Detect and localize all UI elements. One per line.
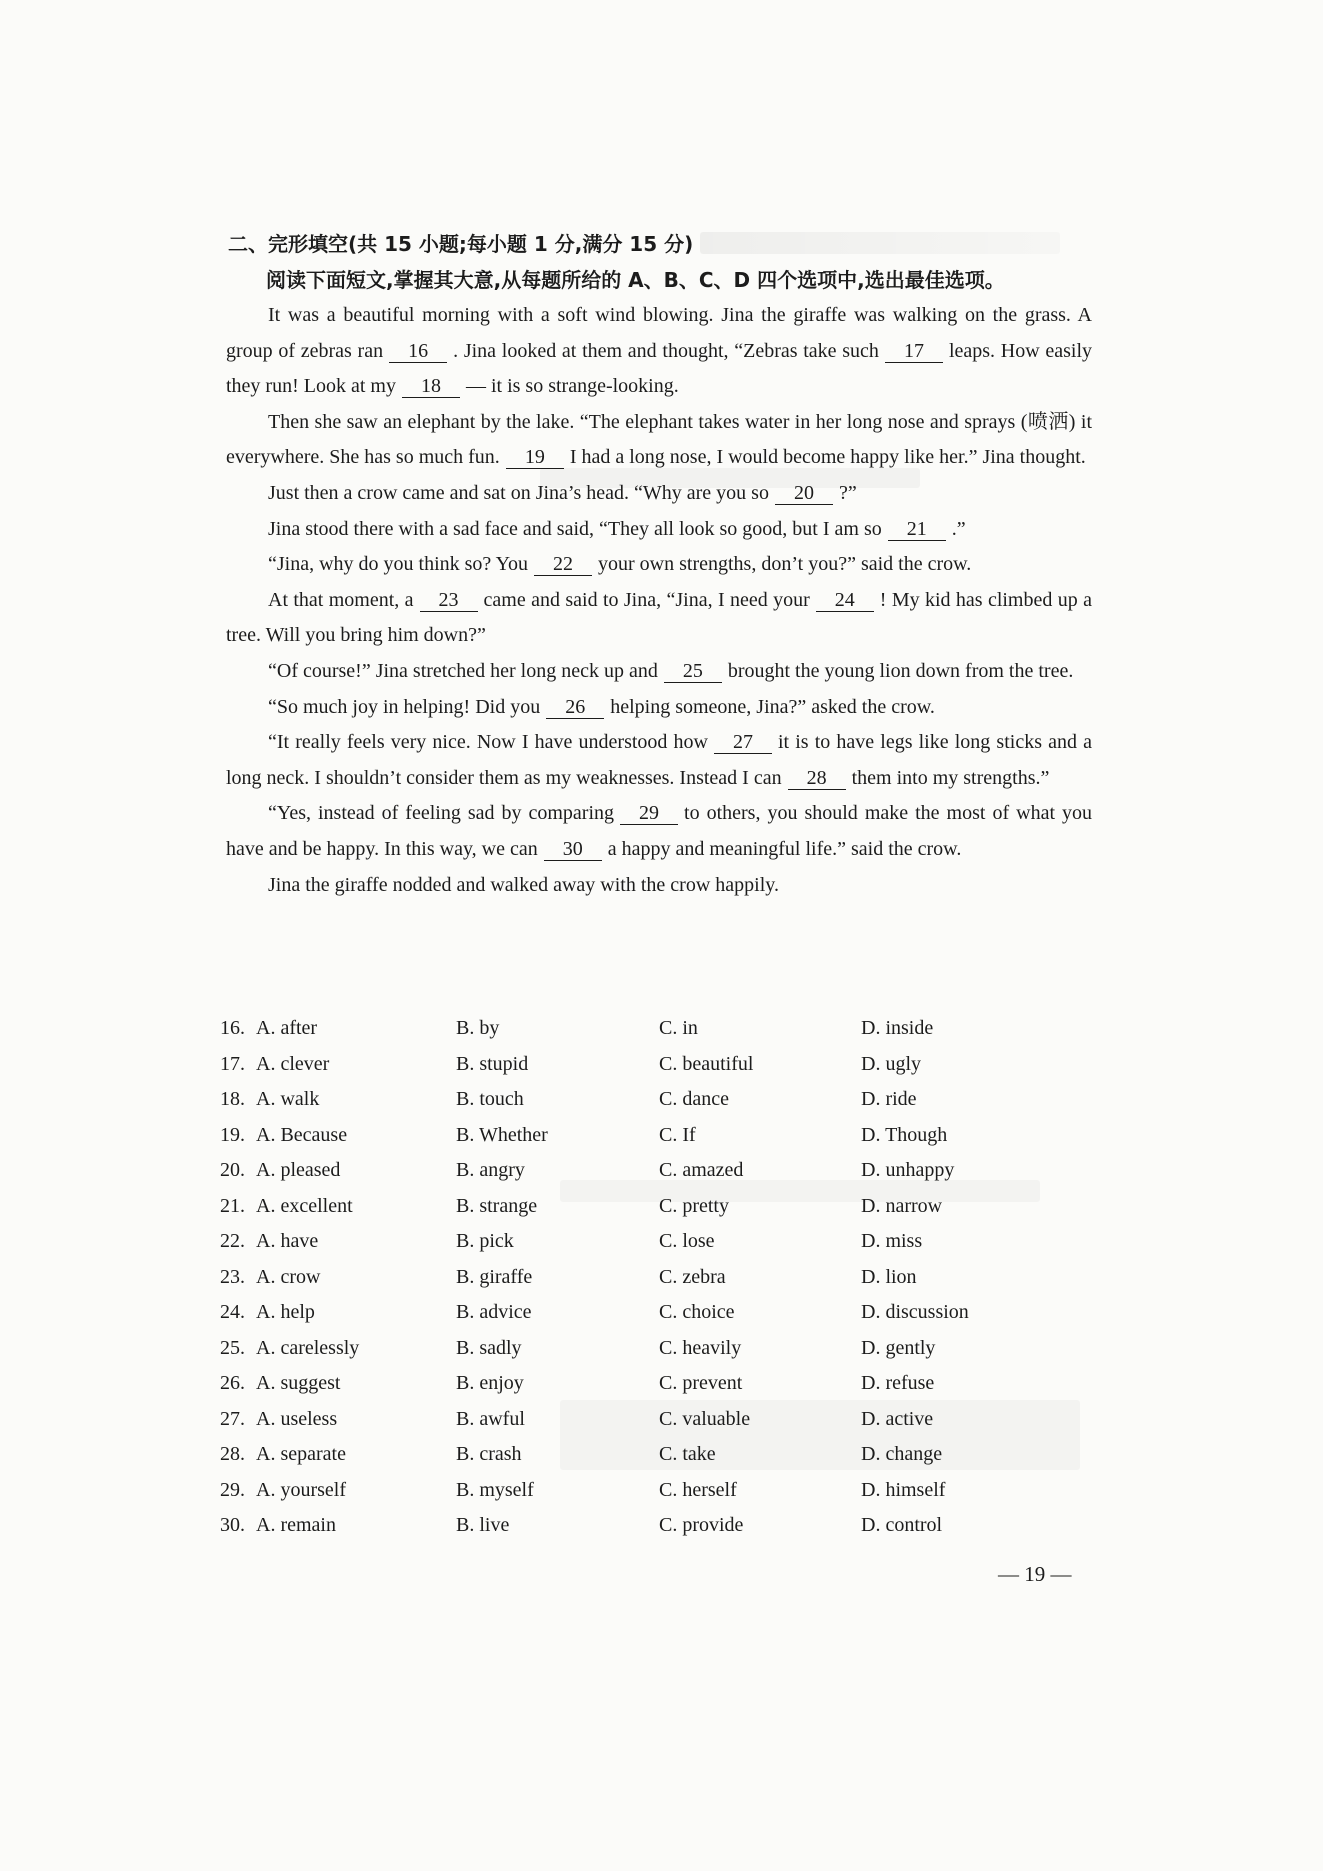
- option-d: D. himself: [861, 1478, 946, 1501]
- option-d: D. ride: [861, 1088, 917, 1110]
- blank-28: 28: [788, 767, 846, 790]
- option-b: B. awful: [456, 1407, 525, 1430]
- question-number: 29.: [220, 1478, 245, 1501]
- option-d: D. Though: [861, 1123, 948, 1146]
- option-c: C. heavily: [659, 1336, 742, 1359]
- blank-26: 26: [546, 696, 604, 719]
- passage-paragraph: It was a beautiful morning with a soft wind blowing. Jina the giraffe was walking on the grass. A group of zebras ran 16 . Jina looked at them and thought, “Zebras take such 17 leaps. How easily they run! Look at my 18 — it is so strange-looking.: [226, 304, 1093, 398]
- passage-paragraph: Just then a crow came and sat on Jina’s head. “Why are you so 20 ?”: [268, 481, 857, 504]
- option-b: B. giraffe: [456, 1265, 533, 1288]
- blank-17: 17: [885, 340, 943, 363]
- option-b: B. pick: [456, 1230, 514, 1252]
- option-b: B. by: [456, 1017, 500, 1039]
- option-row: [220, 1118, 1100, 1154]
- option-c: C. pretty: [659, 1194, 729, 1217]
- option-a: A. excellent: [256, 1194, 353, 1217]
- option-d: D. refuse: [861, 1372, 935, 1394]
- option-d: D. miss: [861, 1230, 923, 1252]
- passage-paragraph: Jina stood there with a sad face and said, “They all look so good, but I am so 21 .”: [268, 517, 966, 540]
- option-c: C. dance: [659, 1088, 729, 1110]
- question-number: 17.: [220, 1052, 245, 1075]
- question-number: 21.: [220, 1194, 245, 1217]
- option-a: A. yourself: [256, 1478, 346, 1501]
- option-d: D. unhappy: [861, 1159, 955, 1181]
- option-row: [220, 1260, 1100, 1296]
- blank-25: 25: [664, 660, 722, 683]
- option-b: B. sadly: [456, 1336, 522, 1359]
- option-c: C. valuable: [659, 1407, 751, 1430]
- option-row: [220, 1295, 1100, 1331]
- blank-22: 22: [534, 553, 592, 576]
- option-c: C. in: [659, 1017, 698, 1039]
- passage-paragraph: “Jina, why do you think so? You 22 your own strengths, don’t you?” said the crow.: [268, 553, 972, 576]
- option-c: C. provide: [659, 1514, 744, 1536]
- option-c: C. herself: [659, 1478, 737, 1501]
- question-number: 25.: [220, 1336, 245, 1359]
- question-number: 27.: [220, 1407, 245, 1430]
- option-row: [220, 1473, 1100, 1509]
- option-row: [220, 1402, 1100, 1438]
- option-row: [220, 1047, 1100, 1083]
- option-c: C. choice: [659, 1301, 735, 1323]
- passage-paragraph: At that moment, a 23 came and said to Jina, “Jina, I need your 24 ! My kid has climbed up a tree. Will you bring him down?”: [226, 588, 1092, 647]
- option-b: B. strange: [456, 1194, 538, 1217]
- option-row: [220, 1082, 1100, 1118]
- option-c: C. If: [659, 1123, 696, 1146]
- option-c: C. beautiful: [659, 1052, 754, 1075]
- blank-23: 23: [420, 589, 478, 612]
- option-row: [220, 1331, 1100, 1367]
- option-row: [220, 1366, 1100, 1402]
- question-number: 26.: [220, 1372, 245, 1394]
- passage-paragraph: “It really feels very nice. Now I have understood how 27 it is to have legs like long sticks and a long neck. I shouldn’t consider them as my weaknesses. Instead I can 28 them into my strengths.”: [226, 731, 1092, 789]
- blank-27: 27: [714, 731, 772, 754]
- option-a: A. help: [256, 1301, 315, 1323]
- question-number: 18.: [220, 1088, 245, 1110]
- question-number: 30.: [220, 1514, 245, 1536]
- option-d: D. discussion: [861, 1301, 969, 1323]
- blank-29: 29: [620, 802, 678, 825]
- option-a: A. remain: [256, 1514, 336, 1536]
- option-d: D. gently: [861, 1336, 936, 1359]
- bleed-through-shadow: [700, 232, 1060, 254]
- option-b: B. live: [456, 1514, 510, 1536]
- option-b: B. angry: [456, 1159, 525, 1181]
- option-a: A. walk: [256, 1088, 320, 1110]
- option-d: D. control: [861, 1514, 943, 1536]
- cloze-passage: [226, 298, 1092, 903]
- option-b: B. crash: [456, 1443, 522, 1465]
- option-d: D. ugly: [861, 1052, 921, 1075]
- option-b: B. Whether: [456, 1123, 548, 1146]
- option-row: [220, 1011, 1100, 1047]
- option-row: [220, 1189, 1100, 1225]
- option-c: C. zebra: [659, 1265, 726, 1288]
- question-number: 28.: [220, 1443, 245, 1465]
- blank-21: 21: [888, 518, 946, 541]
- option-d: D. inside: [861, 1017, 934, 1039]
- option-a: A. crow: [256, 1265, 321, 1288]
- option-d: D. lion: [861, 1265, 917, 1288]
- section-title: 二、完形填空(共 15 小题;每小题 1 分,满分 15 分): [228, 232, 694, 256]
- option-c: C. prevent: [659, 1372, 743, 1394]
- blank-18: 18: [402, 375, 460, 398]
- answer-options: [220, 1011, 1100, 1544]
- option-row: [220, 1224, 1100, 1260]
- option-a: A. useless: [256, 1407, 338, 1430]
- instruction: 阅读下面短文,掌握其大意,从每题所给的 A、B、C、D 四个选项中,选出最佳选项。: [266, 268, 1005, 292]
- passage-paragraph: “So much joy in helping! Did you 26 helping someone, Jina?” asked the crow.: [268, 695, 935, 718]
- blank-24: 24: [816, 589, 874, 612]
- option-d: D. narrow: [861, 1194, 943, 1217]
- blank-30: 30: [544, 838, 602, 861]
- option-a: A. separate: [256, 1443, 346, 1465]
- option-a: A. after: [256, 1017, 318, 1039]
- option-a: A. Because: [256, 1123, 348, 1146]
- option-a: A. suggest: [256, 1372, 341, 1394]
- question-number: 20.: [220, 1159, 245, 1181]
- question-number: 23.: [220, 1265, 245, 1288]
- option-c: C. lose: [659, 1230, 715, 1252]
- question-number: 16.: [220, 1017, 245, 1039]
- option-c: C. take: [659, 1443, 716, 1465]
- option-b: B. stupid: [456, 1052, 529, 1075]
- page-number: — 19 —: [998, 1562, 1072, 1586]
- option-row: [220, 1437, 1100, 1473]
- blank-20: 20: [775, 482, 833, 505]
- question-number: 19.: [220, 1123, 245, 1146]
- option-c: C. amazed: [659, 1159, 744, 1181]
- option-b: B. enjoy: [456, 1372, 524, 1394]
- blank-16: 16: [389, 340, 447, 363]
- passage-paragraph: “Of course!” Jina stretched her long neck up and 25 brought the young lion down from the tree.: [268, 659, 1074, 682]
- option-row: [220, 1153, 1100, 1189]
- option-d: D. active: [861, 1407, 934, 1430]
- option-b: B. touch: [456, 1088, 524, 1110]
- question-number: 22.: [220, 1230, 245, 1252]
- option-b: B. myself: [456, 1478, 534, 1501]
- option-a: A. carelessly: [256, 1336, 360, 1359]
- option-b: B. advice: [456, 1301, 532, 1323]
- passage-paragraph: Then she saw an elephant by the lake. “The elephant takes water in her long nose and sprays (喷洒) it everywhere. She has so much fun. 19 I had a long nose, I would become happy like her.” Jina thought.: [226, 410, 1092, 469]
- blank-19: 19: [506, 446, 564, 469]
- option-a: A. have: [256, 1230, 319, 1252]
- question-number: 24.: [220, 1301, 245, 1323]
- option-row: [220, 1508, 1100, 1544]
- option-d: D. change: [861, 1443, 943, 1465]
- passage-paragraph: Jina the giraffe nodded and walked away with the crow happily.: [268, 873, 779, 896]
- option-a: A. clever: [256, 1052, 330, 1075]
- passage-paragraph: “Yes, instead of feeling sad by comparing 29 to others, you should make the most of what you have and be happy. In this way, we can 30 a happy and meaningful life.” said the crow.: [226, 802, 1093, 860]
- option-a: A. pleased: [256, 1159, 341, 1181]
